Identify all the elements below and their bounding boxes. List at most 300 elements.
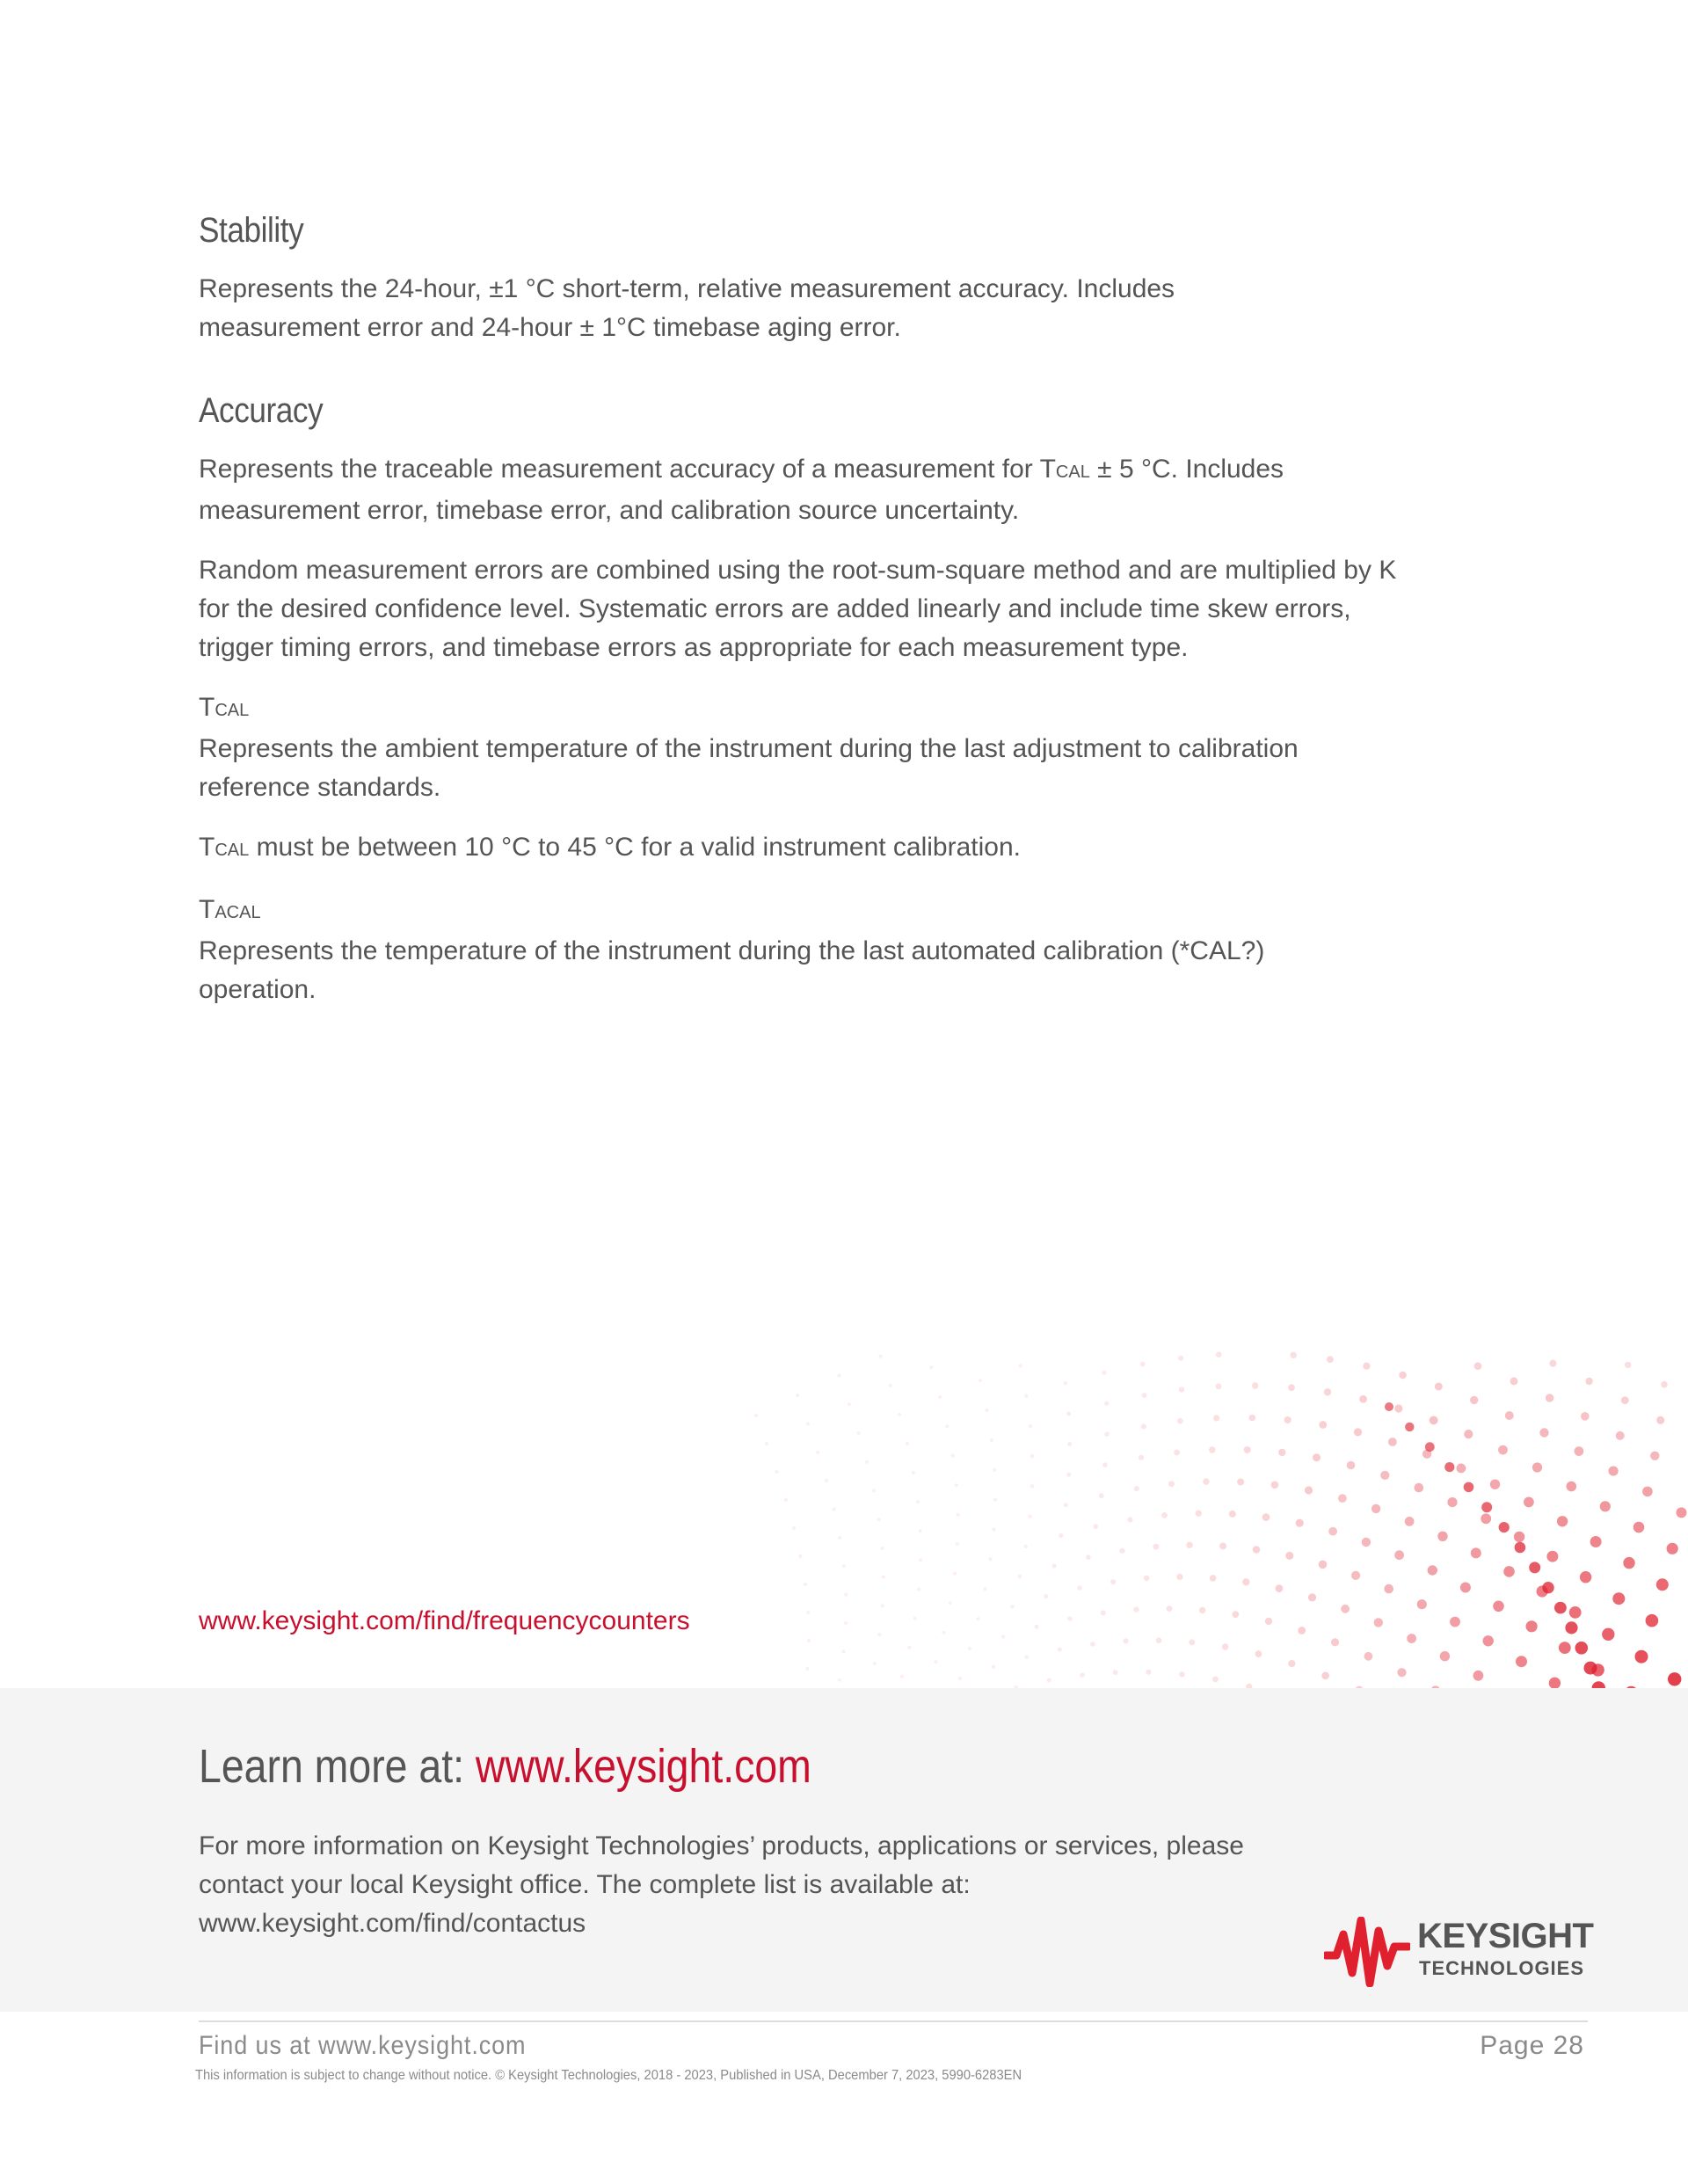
decorative-dot [1327, 1356, 1334, 1363]
decorative-dot [844, 1593, 848, 1597]
decorative-dot [1018, 1364, 1022, 1367]
page-number: Page 28 [1480, 2031, 1584, 2060]
tcal-note-main: T [199, 833, 215, 862]
decorative-dot [1331, 1638, 1339, 1646]
decorative-dot [1532, 1462, 1542, 1472]
decorative-dot [977, 1617, 980, 1620]
decorative-dot [1600, 1501, 1611, 1511]
decorative-dot [1288, 1660, 1295, 1667]
decorative-dot [879, 1355, 883, 1358]
decorative-dot [1244, 1446, 1251, 1453]
decorative-dot [857, 1431, 861, 1435]
decorative-dot [1059, 1533, 1063, 1538]
decorative-dot [1625, 1362, 1631, 1368]
learn-more-heading [199, 1739, 811, 1794]
decorative-dot [1661, 1381, 1668, 1388]
decorative-dot [833, 1508, 836, 1511]
decorative-dot [1585, 1378, 1592, 1385]
decorative-dot [765, 1442, 768, 1445]
decorative-dot [1493, 1601, 1504, 1613]
decorative-dot [1324, 1388, 1331, 1395]
decorative-dot [1077, 1585, 1082, 1591]
decorative-dot [1516, 1656, 1527, 1667]
decorative-dot [1086, 1554, 1091, 1560]
decorative-dot [804, 1583, 807, 1586]
decorative-dot [1298, 1627, 1306, 1634]
decorative-dot [1460, 1583, 1471, 1593]
decorative-dot [1444, 1462, 1454, 1472]
decorative-dot [844, 1621, 848, 1625]
decorative-dot [1384, 1584, 1393, 1594]
decorative-dot [1437, 1532, 1447, 1541]
decorative-dot [919, 1529, 922, 1532]
decorative-dot [1167, 1605, 1173, 1612]
decorative-dot [1405, 1517, 1415, 1526]
decorative-dot [1141, 1423, 1146, 1429]
decorative-dot [1565, 1621, 1577, 1634]
decorative-dot [1559, 1642, 1571, 1654]
decorative-dot [1030, 1484, 1035, 1489]
decorative-dot [1104, 1401, 1109, 1406]
decorative-dot [1609, 1467, 1619, 1476]
decorative-dot [1362, 1538, 1371, 1547]
decorative-dot [1308, 1593, 1316, 1601]
decorative-dot [1415, 1483, 1424, 1493]
decorative-dot [1435, 1383, 1443, 1391]
decorative-dot [1319, 1421, 1327, 1429]
decorative-dot [1405, 1423, 1414, 1431]
decorative-dot [1473, 1671, 1484, 1681]
decorative-dot [1569, 1606, 1582, 1619]
decorative-dot [1174, 1450, 1180, 1456]
contact-info-text: For more information on Keysight Technologies’ products, applications or services, please contact your local Keysight office. The complete list is available at: [199, 1831, 1244, 1899]
decorative-dot [1179, 1387, 1184, 1392]
tacal-term [199, 891, 1430, 932]
decorative-dot [1290, 1352, 1296, 1358]
decorative-dot [1321, 1672, 1329, 1680]
accuracy-heading: Accuracy [199, 391, 324, 430]
decorative-dot [1338, 1494, 1347, 1503]
decorative-dot [1668, 1672, 1681, 1685]
tcal-note [199, 828, 1430, 870]
decorative-dot [1216, 1351, 1222, 1358]
decorative-dot [1529, 1562, 1540, 1573]
decorative-dot [1028, 1514, 1032, 1518]
decorative-dot [838, 1536, 841, 1540]
find-us-text: Find us at www.keysight.com [199, 2031, 527, 2060]
tcal-note-sub: CAL [215, 841, 250, 860]
decorative-dot [1189, 1639, 1195, 1645]
decorative-dot [1422, 1450, 1431, 1459]
decorative-dot [1602, 1628, 1614, 1641]
decorative-dot [1196, 1511, 1202, 1517]
decorative-dot [1066, 1473, 1071, 1477]
decorative-dot [1064, 1503, 1068, 1507]
decorative-dot [1219, 1542, 1226, 1549]
decorative-dot [877, 1518, 881, 1521]
decorative-dot [1139, 1455, 1144, 1460]
decorative-dot [1546, 1551, 1558, 1562]
decorative-dot [1471, 1547, 1481, 1558]
decorative-dot [1212, 1677, 1219, 1683]
decorative-dot [1623, 1557, 1634, 1569]
decorative-dot [1035, 1625, 1039, 1629]
decorative-dot [1635, 1650, 1648, 1663]
decorative-dot [1575, 1446, 1584, 1456]
decorative-dot [1542, 1582, 1553, 1593]
decorative-dot [784, 1498, 788, 1502]
logo-subtitle: TECHNOLOGIES [1419, 1957, 1585, 1979]
decorative-dot [1168, 1481, 1175, 1487]
decorative-dot [825, 1479, 828, 1482]
decorative-dot [1490, 1480, 1500, 1489]
decorative-dot [1584, 1662, 1597, 1675]
accuracy-text-1-a: Represents the traceable measurement accuracy of a measurement for T [199, 455, 1056, 484]
decorative-dot [958, 1677, 962, 1680]
decorative-dot [1481, 1513, 1491, 1524]
tcal-term-main: T [199, 693, 215, 722]
tacal-term-sub: ACAL [215, 903, 261, 922]
decorative-dot [1399, 1372, 1407, 1380]
decorative-dot [1580, 1571, 1591, 1583]
decorative-dot [990, 1438, 993, 1442]
decorative-dot [979, 1379, 982, 1382]
decorative-dot [1285, 1552, 1293, 1560]
decorative-dot [1537, 1585, 1548, 1597]
decorative-dot [1359, 1395, 1367, 1403]
decorative-dot [1372, 1504, 1380, 1513]
decorative-dot [1505, 1411, 1514, 1420]
decorative-dot [1457, 1464, 1466, 1474]
decorative-dot [842, 1649, 846, 1653]
decorative-dot [1262, 1513, 1270, 1521]
decorative-dot [1656, 1416, 1664, 1424]
decorative-dot [929, 1365, 933, 1369]
decorative-dot [1080, 1673, 1084, 1678]
decorative-dot [938, 1395, 942, 1399]
decorative-dot [881, 1604, 884, 1607]
decorative-dot [1142, 1393, 1147, 1398]
decorative-dot [907, 1646, 911, 1649]
learn-more-prefix: Learn more at: [199, 1740, 476, 1793]
decorative-dot [989, 1557, 993, 1561]
contactus-link[interactable]: www.keysight.com/find/contactus [199, 1909, 586, 1938]
decorative-dot [1156, 1637, 1162, 1643]
decorative-dot [1255, 1650, 1262, 1657]
decorative-dot [1397, 1668, 1406, 1677]
decorative-dot [1067, 1442, 1072, 1446]
decorative-dot [957, 1513, 960, 1517]
decorative-dot [1677, 1507, 1687, 1518]
decorative-dot [992, 1528, 995, 1532]
decorative-dot [1590, 1536, 1602, 1547]
decorative-dot [1363, 1363, 1370, 1370]
decorative-dot [877, 1633, 881, 1636]
decorative-dot [986, 1409, 989, 1412]
decorative-dot [1058, 1648, 1062, 1652]
decorative-dot [968, 1647, 971, 1650]
decorative-dot [1203, 1478, 1209, 1484]
decorative-dot [799, 1554, 803, 1558]
footer-divider [199, 2020, 1588, 2022]
decorative-dot [848, 1402, 851, 1406]
decorative-dot [1209, 1446, 1215, 1452]
decorative-dot [1425, 1442, 1435, 1452]
decorative-dot [1123, 1638, 1128, 1643]
decorative-dot [1252, 1382, 1258, 1388]
decorative-dot [889, 1384, 892, 1387]
decorative-dot [900, 1675, 904, 1678]
decorative-dot [1104, 1431, 1110, 1437]
decorative-dot [1612, 1592, 1625, 1605]
decorative-dot [1567, 1481, 1577, 1492]
decorative-dot [882, 1576, 885, 1579]
decorative-dot [1481, 1502, 1492, 1512]
decorative-dot [1146, 1670, 1151, 1675]
tacal-term-main: T [199, 895, 215, 924]
decorative-dot [1313, 1453, 1321, 1461]
decorative-dot [1319, 1561, 1328, 1569]
decorative-dot [1093, 1524, 1098, 1529]
decorative-dot [1549, 1360, 1556, 1367]
decorative-dot [1271, 1481, 1279, 1489]
accuracy-text-2: Random measurement errors are combined using the root-sum-square method and are multiplied by K for the desired confidence level. Systematic errors are added linearly and include time skew errors, trigger timing errors, and timebase errors as appropriate for each measurement type. [199, 556, 1397, 662]
decorative-dot [919, 1558, 922, 1562]
decorative-dot [1090, 1642, 1095, 1647]
decorative-dot [1140, 1362, 1146, 1367]
decorative-dot [1253, 1546, 1260, 1553]
decorative-dot [993, 1468, 996, 1472]
decorative-dot [1650, 1452, 1659, 1460]
decorative-dot [1232, 1611, 1239, 1618]
decorative-dot [1524, 1497, 1534, 1508]
accuracy-text-1-b: ± 5 °C. Includes measurement error, timebase error, and calibration source uncertainty. [199, 455, 1284, 525]
stability-heading: Stability [199, 211, 304, 250]
decorative-dot [1242, 1578, 1249, 1585]
decorative-dot [1229, 1511, 1236, 1518]
decorative-dot [1347, 1461, 1356, 1470]
decorative-dot [1581, 1412, 1590, 1421]
decorative-dot [1464, 1430, 1473, 1438]
decorative-dot [913, 1617, 917, 1620]
decorative-dot [837, 1373, 840, 1377]
decorative-dot [838, 1678, 841, 1682]
decorative-dot [881, 1547, 884, 1550]
decorative-dot [1063, 1381, 1067, 1386]
decorative-dot [1417, 1599, 1427, 1609]
decorative-dot [1616, 1431, 1625, 1440]
decorative-dot [1133, 1606, 1139, 1612]
decorative-dot [1470, 1396, 1478, 1404]
decorative-dot [1177, 1418, 1183, 1424]
decorative-dot [949, 1601, 952, 1605]
tcal-note-rest: must be between 10 °C to 45 °C for a valid instrument calibration. [249, 833, 1021, 862]
decorative-dot [1642, 1487, 1653, 1497]
decorative-dot [1288, 1384, 1295, 1391]
tacal-definition: Represents the temperature of the instrument during the last automated calibration (*CAL?) operation. [199, 936, 1265, 1004]
decorative-dot [1276, 1584, 1284, 1592]
decorative-dot [1210, 1575, 1217, 1582]
decorative-dot [1213, 1415, 1219, 1421]
decorative-dot [984, 1587, 987, 1591]
decorative-dot [955, 1483, 958, 1487]
accuracy-text-1 [199, 450, 1359, 530]
decorative-dot [1483, 1635, 1494, 1646]
decorative-dot [1351, 1571, 1360, 1580]
decorative-dot [1380, 1471, 1389, 1480]
frequencycounters-link[interactable]: www.keysight.com/find/frequencycounters [199, 1606, 690, 1635]
decorative-dot [1510, 1377, 1518, 1385]
stability-text: Represents the 24-hour, ±1 °C short-term, relative measurement accuracy. Includes measurement error and 24-hour ± 1°C timebase aging error. [199, 274, 1175, 342]
decorative-dot [1018, 1575, 1022, 1579]
decorative-dot [1030, 1454, 1035, 1459]
decorative-dot [1024, 1545, 1029, 1549]
decorative-dot [805, 1667, 809, 1671]
tcal-term-sub: CAL [215, 701, 250, 720]
decorative-dot [873, 1662, 877, 1665]
keysight-logo [1324, 1917, 1594, 1987]
decorative-dot [1178, 1356, 1183, 1361]
decorative-dot [1237, 1479, 1244, 1486]
decorative-dot [775, 1470, 778, 1474]
decorative-dot [816, 1451, 819, 1454]
decorative-dot [1161, 1512, 1168, 1518]
decorative-dot [872, 1489, 876, 1492]
decorative-dot [1102, 1462, 1108, 1467]
decorative-dot [1186, 1542, 1192, 1548]
decorative-dot [1066, 1411, 1071, 1416]
decorative-dot [1249, 1415, 1256, 1422]
decorative-dot [1515, 1542, 1526, 1554]
decorative-dot [1265, 1618, 1272, 1625]
decorative-dot [1526, 1620, 1538, 1632]
decorative-dot [1052, 1563, 1057, 1568]
decorative-dot [1394, 1550, 1404, 1560]
decorative-dot [1407, 1634, 1416, 1643]
decorative-dot [951, 1454, 955, 1458]
decorative-dot [945, 1424, 949, 1428]
decorative-dot [1067, 1616, 1072, 1620]
decorative-dot [1010, 1605, 1015, 1609]
decorative-dot [1044, 1594, 1048, 1598]
decorative-dot [1179, 1671, 1184, 1677]
decorative-dot [1296, 1519, 1304, 1527]
decorative-dot [1328, 1527, 1337, 1536]
decorative-dot [1633, 1522, 1645, 1533]
decorative-dot [842, 1564, 846, 1568]
decorative-dot [1127, 1517, 1132, 1522]
decorative-dot [993, 1498, 997, 1502]
decorative-dot [1474, 1362, 1482, 1370]
decorative-dot [1024, 1655, 1029, 1659]
decorative-dot [1047, 1678, 1051, 1683]
decorative-dot [1134, 1486, 1139, 1491]
decorative-dot [1216, 1383, 1222, 1389]
decorative-dot [916, 1500, 920, 1503]
decorative-dot [1591, 1663, 1604, 1676]
decorative-dot [1284, 1416, 1291, 1423]
logo-wordmark: KEYSIGHT [1417, 1917, 1594, 1955]
decorative-dot [1394, 1404, 1402, 1412]
decorative-dot [917, 1588, 920, 1591]
tcal-definition: Represents the ambient temperature of the instrument during the last adjustment to calibration reference standards. [199, 734, 1299, 802]
decorative-dot [906, 1442, 909, 1445]
decorative-dot [1001, 1634, 1005, 1638]
decorative-dot [935, 1660, 938, 1663]
decorative-dot [1024, 1394, 1028, 1398]
decorative-dot [1549, 1678, 1561, 1689]
decorative-dot [953, 1572, 957, 1576]
decorative-dot [1464, 1482, 1474, 1493]
decorative-dot [912, 1471, 915, 1474]
decorative-dot [1440, 1651, 1450, 1661]
decorative-dot [1575, 1642, 1589, 1655]
decorative-dot [1176, 1574, 1182, 1580]
decorative-dot [942, 1631, 946, 1634]
keysight-link[interactable]: www.keysight.com [475, 1740, 811, 1793]
decorative-dot [1430, 1416, 1438, 1425]
decorative-dot [1385, 1402, 1393, 1411]
decorative-dot [1364, 1652, 1373, 1661]
decorative-dot [898, 1413, 901, 1416]
keysight-wave-icon [1324, 1917, 1410, 1987]
decorative-dot [1305, 1486, 1313, 1494]
decorative-dot [1102, 1371, 1106, 1375]
decorative-dot [806, 1422, 810, 1425]
decorative-dot [1388, 1438, 1397, 1446]
decorative-dot [1621, 1396, 1629, 1404]
decorative-dot [807, 1639, 811, 1642]
decorative-dot [1153, 1544, 1160, 1550]
decorative-dot [1498, 1445, 1508, 1455]
contact-info [199, 1827, 1289, 1943]
decorative-dot [806, 1611, 810, 1614]
legal-notice: This information is subject to change without notice. © Keysight Technologies, 2018 - 2023, Published in USA, December 7, 2023, 5990-6283EN [195, 2068, 1022, 2083]
decorative-dot [1514, 1532, 1524, 1542]
decorative-dot [1278, 1449, 1285, 1456]
decorative-dot [1374, 1618, 1383, 1627]
decorative-dot [1110, 1579, 1116, 1584]
decorative-dot [1119, 1548, 1124, 1554]
decorative-dot [1113, 1670, 1118, 1675]
decorative-dot [865, 1460, 869, 1464]
decorative-dot [956, 1542, 959, 1546]
decorative-dot [1646, 1614, 1659, 1627]
decorative-dot [796, 1394, 799, 1397]
decorative-dot [1503, 1566, 1515, 1577]
decorative-dot [792, 1526, 796, 1530]
decorative-dot [1101, 1611, 1106, 1616]
decorative-dot [1222, 1643, 1228, 1649]
decorative-dot [754, 1414, 758, 1417]
decorative-dot [1354, 1428, 1362, 1436]
decorative-dot [1099, 1493, 1104, 1498]
tcal-term [199, 688, 1430, 730]
decorative-dot [1499, 1522, 1510, 1532]
decorative-dot [1539, 1428, 1548, 1437]
tcal-subscript: CAL [1055, 462, 1090, 482]
decorative-dot [1428, 1565, 1437, 1575]
decorative-dot [1341, 1605, 1350, 1613]
decorative-dot [1199, 1607, 1205, 1613]
decorative-dot [992, 1665, 995, 1669]
decorative-dot [1029, 1424, 1032, 1428]
decorative-dot [1656, 1578, 1669, 1591]
decorative-dot [1546, 1394, 1553, 1401]
decorative-dot [1450, 1617, 1460, 1627]
decorative-dot [1557, 1516, 1568, 1526]
decorative-dot [1144, 1576, 1150, 1582]
